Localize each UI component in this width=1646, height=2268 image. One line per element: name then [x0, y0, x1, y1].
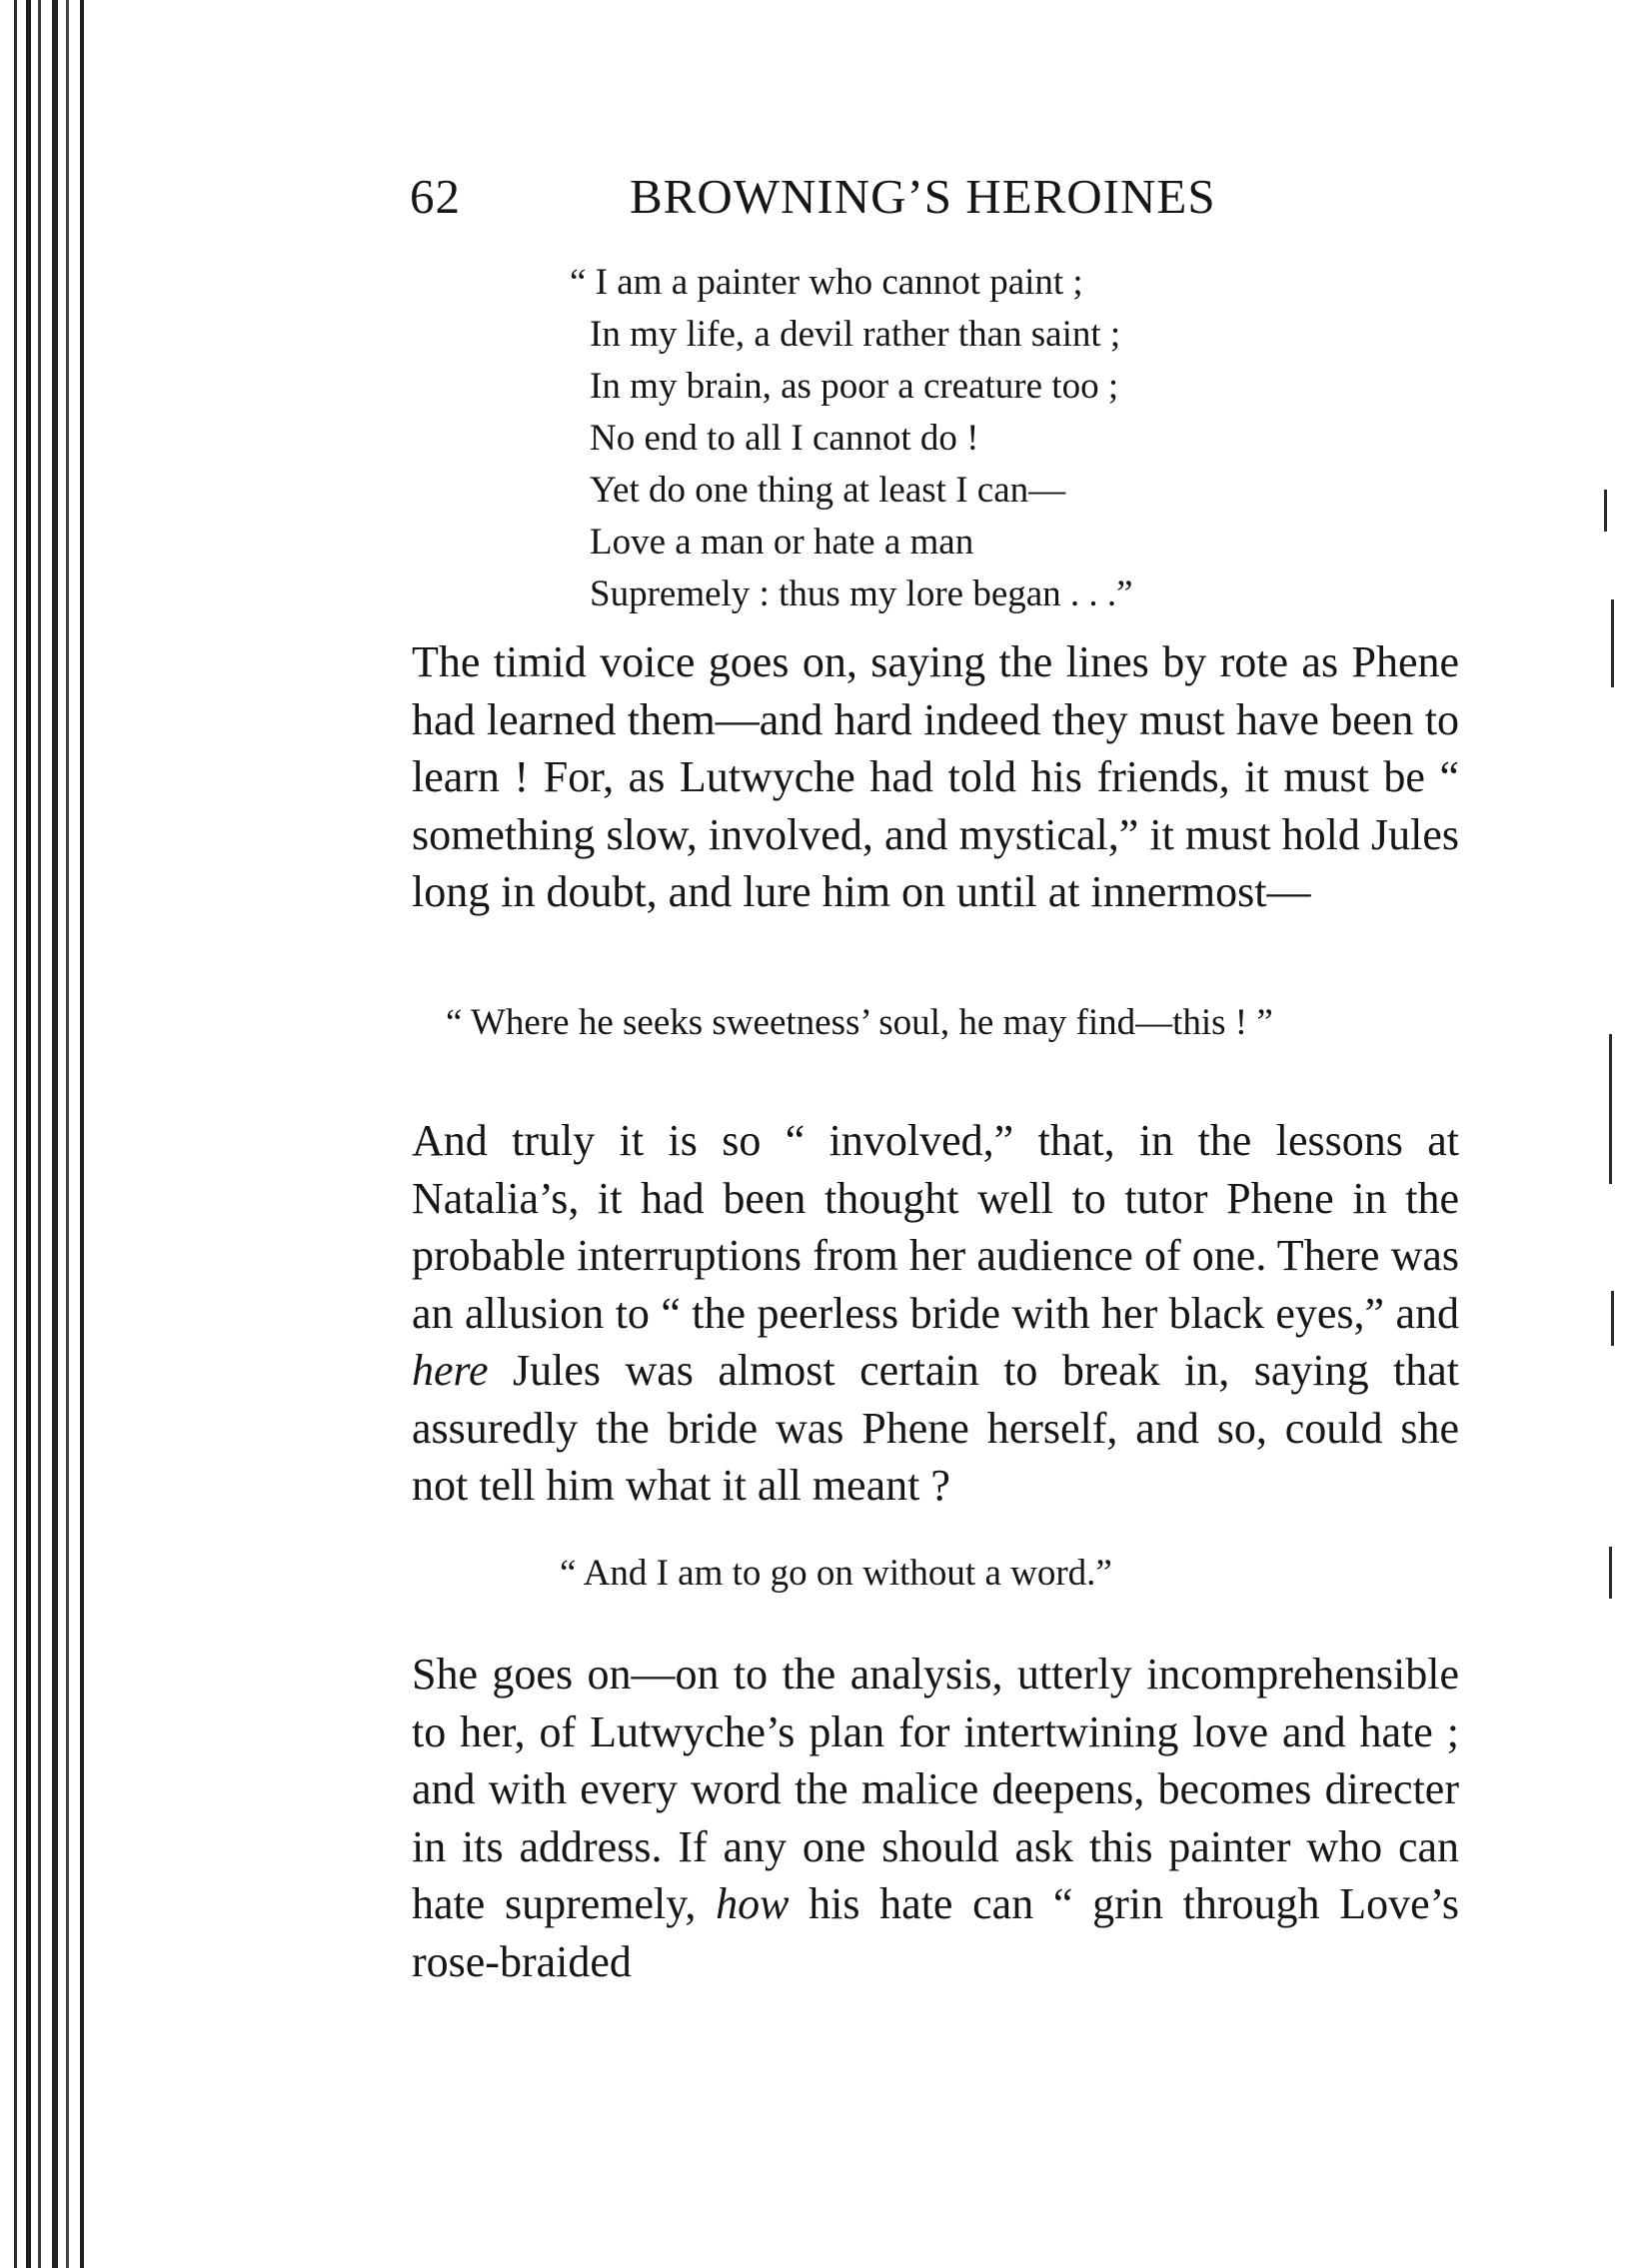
poem-line: Love a man or hate a man: [590, 522, 974, 563]
paragraph-text: She goes on—on to the analysis, utterly incomprehensible to her, of Lutwyche’s plan for intertwining love and hate ; and with every word the malice deepens, becomes directer in its address. If any one should ask this painter who can hate supremely,: [412, 1650, 1459, 1928]
poem-line: Yet do one thing at least I can—: [590, 470, 1066, 511]
page-header: [410, 168, 1449, 248]
margin-mark: [1604, 490, 1607, 532]
emphasized-word: how: [716, 1879, 790, 1928]
margin-mark: [1611, 1291, 1614, 1346]
poem-line: In my life, a devil rather than saint ;: [590, 314, 1121, 355]
poem-line: No end to all I cannot do !: [590, 418, 979, 459]
margin-mark: [1609, 1034, 1612, 1184]
body-paragraph: The timid voice goes on, saying the lines by rote as Phene had learned them—and hard indeed they must have been to learn ! For, as Lutwyche had told his friends, it must be “ something slow, involved, and mystical,” it must hold Jules long in doubt, and lure him on until at innermost—: [412, 637, 1459, 916]
paragraph-text: Jules was almost certain to break in, saying that assuredly the bride was Phene herself, and so, could she not tell him what it all meant ?: [412, 1346, 1459, 1510]
margin-mark: [1611, 599, 1614, 687]
poem-line: In my brain, as poor a creature too ;: [590, 366, 1119, 407]
emphasized-word: here: [412, 1346, 489, 1395]
running-title: BROWNING’S HEROINES: [630, 169, 1216, 224]
book-spine-edge: [0, 0, 95, 2268]
quoted-verse-line: “ Where he seeks sweetness’ soul, he may find—this ! ”: [446, 1002, 1273, 1043]
paragraph-text: And truly it is so “ involved,” that, in the lessons at Natalia’s, it had been thought well to tutor Phene in the probable interruptions from her audience of one. There was an allusion to “ the peerless bride with her black eyes,” and: [412, 1116, 1459, 1338]
margin-mark: [1609, 1547, 1612, 1599]
quoted-verse-line: “ And I am to go on without a word.”: [560, 1553, 1112, 1594]
poem-excerpt: [570, 257, 1133, 620]
page-number: 62: [410, 169, 461, 224]
poem-line: Supremely : thus my lore began . . .”: [590, 573, 1133, 614]
body-paragraph: [412, 1112, 1459, 1515]
paragraph-text: his hate can “ grin through Love’s rose-braided: [412, 1879, 1459, 1986]
poem-line: “ I am a painter who cannot paint ;: [570, 262, 1083, 303]
body-paragraph: [412, 1646, 1459, 1990]
